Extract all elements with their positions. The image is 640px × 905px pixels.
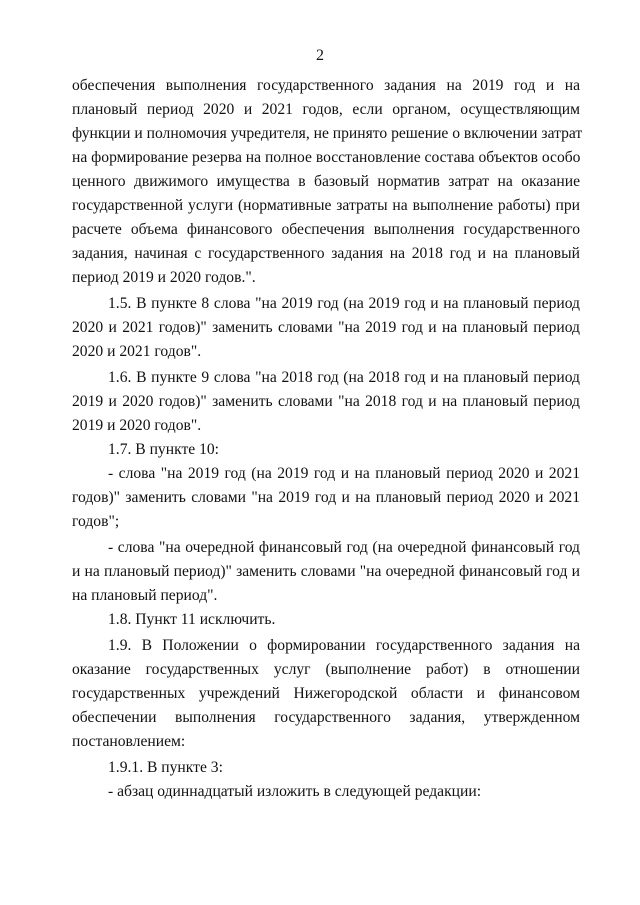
text-line: и на плановый период)" заменить словами "на очередной финансовый год и [72, 563, 580, 580]
text-line: плановый период 2020 и 2021 годов, если органом, осуществляющим [72, 101, 580, 118]
text-line: на плановый период". [72, 587, 218, 604]
text-line: обеспечения выполнения государственного задания на 2019 год и на [72, 77, 580, 94]
text-line: годов)" заменить словами "на 2019 год и на плановый период 2020 и 2021 [72, 489, 580, 506]
text-line: 1.6. В пункте 9 слова "на 2018 год (на 2018 год и на плановый период [108, 369, 580, 386]
text-line: ценного движимого имущества в базовый норматив затрат на оказание [72, 173, 580, 190]
text-line: 1.9.1. В пункте 3: [108, 759, 223, 776]
text-line: 2020 и 2021 годов)" заменить словами "на 2019 год и на плановый период [72, 319, 580, 336]
text-line: период 2019 и 2020 годов.". [72, 269, 256, 286]
text-line: постановлением: [72, 733, 186, 750]
text-line: государственных учреждений Нижегородской области и финансовом [72, 685, 580, 702]
text-line: - абзац одиннадцатый изложить в следующей редакции: [108, 783, 482, 800]
text-line: оказание государственных услуг (выполнение работ) в отношении [72, 661, 580, 678]
text-line: 2020 и 2021 годов". [72, 343, 202, 360]
text-line: - слова "на очередной финансовый год (на очередной финансовый год [108, 539, 580, 556]
text-line: 1.5. В пункте 8 слова "на 2019 год (на 2019 год и на плановый период [108, 295, 580, 312]
text-line: 2019 и 2020 годов)" заменить словами "на 2018 год и на плановый период [72, 393, 580, 410]
text-line: функции и полномочия учредителя, не принято решение о включении затрат [72, 125, 583, 142]
text-line: на формирование резерва на полное восстановление состава объектов особо [72, 149, 581, 166]
text-line: задания, начиная с государственного задания на 2018 год и на плановый [72, 245, 580, 262]
page-number: 2 [316, 47, 324, 64]
text-line: расчете объема финансового обеспечения выполнения государственного [72, 221, 580, 238]
text-line: 2019 и 2020 годов". [72, 417, 202, 434]
text-line: 1.8. Пункт 11 исключить. [108, 611, 276, 628]
text-line: 1.7. В пункте 10: [108, 441, 220, 458]
text-line: годов"; [72, 513, 120, 530]
text-line: государственной услуги (нормативные затраты на выполнение работы) при [72, 197, 580, 214]
text-line: 1.9. В Положении о формировании государственного задания на [108, 637, 580, 654]
text-line: - слова "на 2019 год (на 2019 год и на плановый период 2020 и 2021 [108, 465, 580, 482]
text-line: обеспечении выполнения государственного задания, утвержденном [72, 709, 580, 726]
